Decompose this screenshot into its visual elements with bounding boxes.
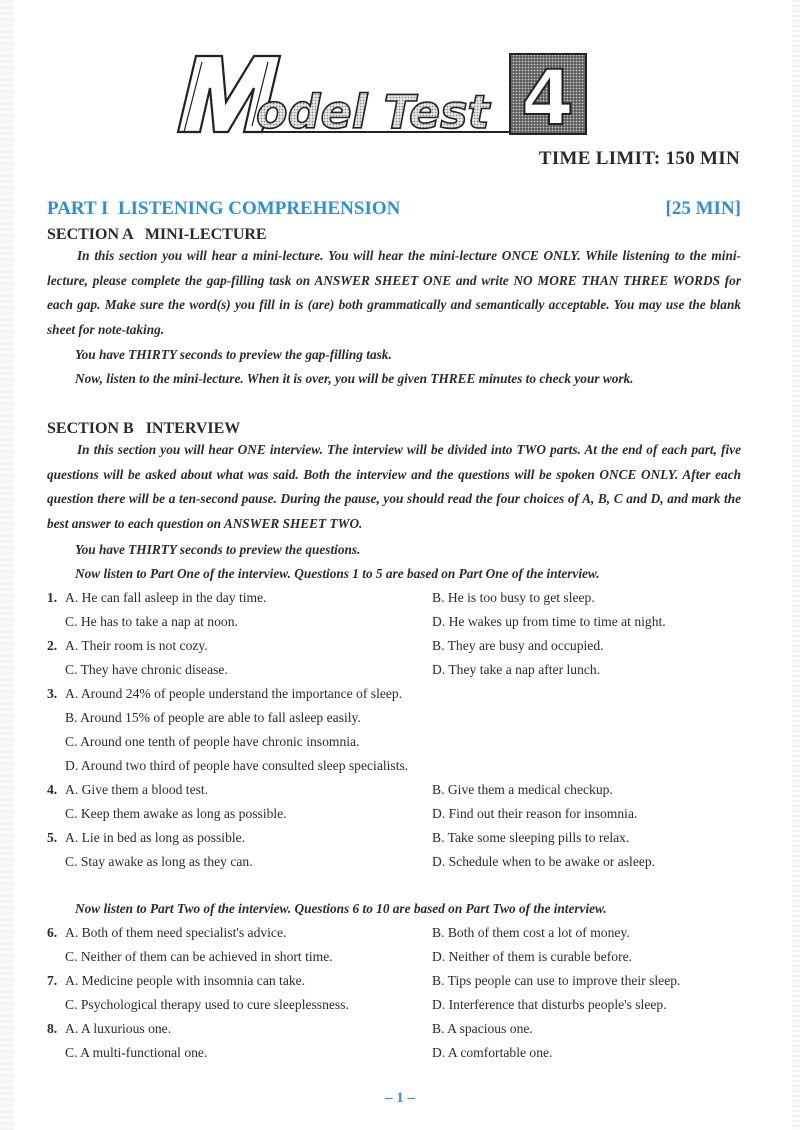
model-test-logo [170, 48, 590, 140]
option-c[interactable]: C. Stay awake as long as they can. [65, 854, 253, 869]
option-d[interactable]: D. Schedule when to be awake or asleep. [432, 854, 656, 869]
section-b-instructions: In this section you will hear ONE interview. The interview will be divided into TWO parts. At the end of each part, five questions will be asked about what was said. Both the interview and the questions will be spoken ONCE ONLY. After each question there will be a ten-second pause. During the pause, you should read the four choices of A, B, C and D, and mark the best answer to each question on ANSWER SHEET TWO. [47, 442, 741, 531]
section-a-title: SECTION A MINI-LECTURE [47, 226, 267, 243]
option-b[interactable]: B. Take some sleeping pills to relax. [432, 830, 630, 845]
option-b[interactable]: B. Tips people can use to improve their sleep. [432, 973, 681, 988]
option-c[interactable]: C. A multi-functional one. [65, 1045, 208, 1060]
option-a[interactable]: A. Both of them need specialist's advice. [65, 925, 287, 940]
logo-number-box [510, 53, 586, 140]
question-number: 5. [47, 830, 58, 845]
option-a[interactable]: A. A luxurious one. [65, 1021, 172, 1036]
option-d[interactable]: D. They take a nap after lunch. [432, 662, 601, 677]
option-c[interactable]: C. He has to take a nap at noon. [65, 614, 238, 629]
scan-edge-left [0, 0, 14, 1130]
question-number: 2. [47, 638, 58, 653]
option-d[interactable]: D. A comfortable one. [432, 1045, 553, 1060]
part-heading [47, 198, 741, 220]
option-b[interactable]: B. He is too busy to get sleep. [432, 590, 595, 605]
option-c[interactable]: C. They have chronic disease. [65, 662, 228, 677]
section-a-listen: Now, listen to the mini-lecture. When it is over, you will be given THREE minutes to check your work. [75, 371, 634, 386]
question-7 [47, 973, 741, 1012]
scan-edge-right [792, 0, 800, 1130]
question-number: 6. [47, 925, 58, 940]
question-3 [47, 686, 741, 782]
option-b[interactable]: B. Around 15% of people are able to fall asleep easily. [65, 710, 361, 725]
option-a[interactable]: A. He can fall asleep in the day time. [65, 590, 267, 605]
option-b[interactable]: B. Give them a medical checkup. [432, 782, 613, 797]
option-c[interactable]: C. Psychological therapy used to cure sleeplessness. [65, 997, 349, 1012]
question-number: 8. [47, 1021, 58, 1036]
section-a-instructions: In this section you will hear a mini-lecture. You will hear the mini-lecture ONCE ONLY. While listening to the mini-lecture, please complete the gap-filling task on ANSWER SHEET ONE and write NO MORE THAN THREE WORDS for each gap. Make sure the word(s) you fill in is (are) both grammatically and semantically acceptable. You may use the blank sheet for note-taking. [47, 248, 741, 337]
part-time: [25 MIN] [665, 198, 741, 219]
option-a[interactable]: A. Medicine people with insomnia can take. [65, 973, 306, 988]
option-a[interactable]: A. Lie in bed as long as possible. [65, 830, 246, 845]
logo-number: 4 [521, 53, 574, 140]
option-d[interactable]: D. He wakes up from time to time at night. [432, 614, 666, 629]
option-c[interactable]: C. Around one tenth of people have chronic insomnia. [65, 734, 360, 749]
option-c[interactable]: C. Keep them awake as long as possible. [65, 806, 287, 821]
section-b-part-one: Now listen to Part One of the interview. Questions 1 to 5 are based on Part One of the interview. [75, 566, 600, 581]
section-b-part-two: Now listen to Part Two of the interview. Questions 6 to 10 are based on Part Two of the interview. [75, 901, 607, 916]
question-number: 3. [47, 686, 58, 701]
option-b[interactable]: B. A spacious one. [432, 1021, 533, 1036]
option-a[interactable]: A. Give them a blood test. [65, 782, 209, 797]
question-2 [47, 638, 741, 677]
question-1 [47, 590, 741, 629]
option-b[interactable]: B. Both of them cost a lot of money. [432, 925, 630, 940]
option-a[interactable]: A. Their room is not cozy. [65, 638, 208, 653]
part-title: PART I LISTENING COMPREHENSION [47, 198, 401, 219]
time-limit: TIME LIMIT: 150 MIN [538, 148, 740, 169]
option-d[interactable]: D. Neither of them is curable before. [432, 949, 633, 964]
option-d[interactable]: D. Around two third of people have consulted sleep specialists. [65, 758, 409, 773]
option-b[interactable]: B. They are busy and occupied. [432, 638, 604, 653]
question-8 [47, 1021, 741, 1060]
question-4 [47, 782, 741, 821]
option-d[interactable]: D. Interference that disturbs people's sleep. [432, 997, 667, 1012]
section-b-preview: You have THIRTY seconds to preview the questions. [75, 542, 361, 557]
question-number: 1. [47, 590, 58, 605]
question-6 [47, 925, 741, 964]
question-5 [47, 830, 741, 869]
option-d[interactable]: D. Find out their reason for insomnia. [432, 806, 638, 821]
option-a[interactable]: A. Around 24% of people understand the importance of sleep. [65, 686, 403, 701]
section-a-preview: You have THIRTY seconds to preview the gap-filling task. [75, 347, 392, 362]
page-number: – 1 – [385, 1090, 415, 1106]
logo-text: odel Test [256, 85, 490, 139]
question-number: 4. [47, 782, 58, 797]
option-c[interactable]: C. Neither of them can be achieved in short time. [65, 949, 333, 964]
question-number: 7. [47, 973, 58, 988]
section-b-title: SECTION B INTERVIEW [47, 420, 241, 437]
